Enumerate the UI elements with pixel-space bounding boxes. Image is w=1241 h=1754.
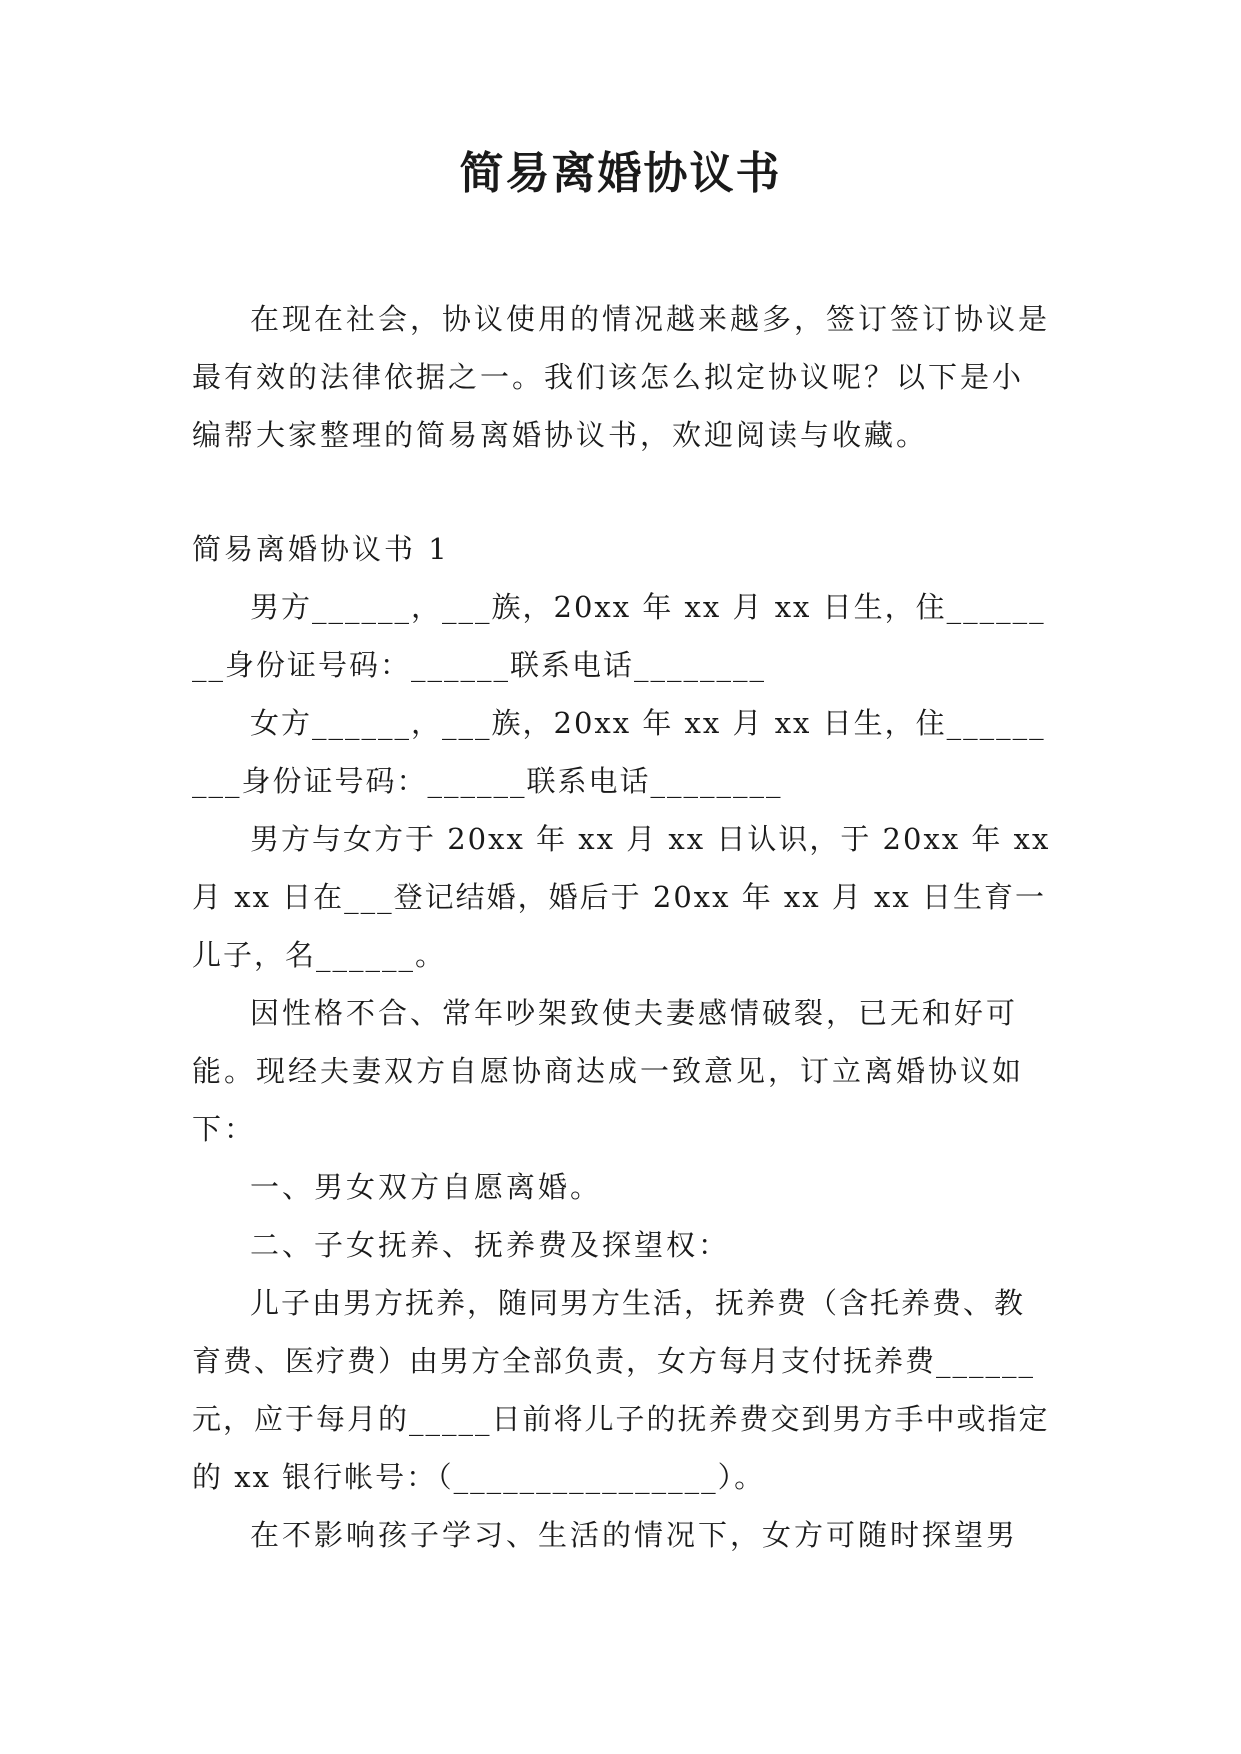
clause-1: 一、男女双方自愿离婚。	[250, 1170, 603, 1204]
clause-2-heading: 二、子女抚养、抚养费及探望权：	[250, 1228, 731, 1262]
visitation-paragraph: 在不影响孩子学习、生活的情况下，女方可随时探望男	[250, 1518, 1019, 1552]
intro-paragraph: 在现在社会，协议使用的情况越来越多，签订签订协议是最有效的法律依据之一。我们该怎么拟定协议呢？以下是小编帮大家整理的简易离婚协议书，欢迎阅读与收藏。	[192, 302, 1051, 452]
section-heading: 简易离婚协议书 1	[192, 532, 450, 566]
document-title: 简易离婚协议书	[459, 148, 782, 199]
male-party-info: 男方______，___族，20xx 年 xx 月 xx 日生，住________身份证号码：______联系电话________	[192, 590, 1046, 682]
divorce-reason: 因性格不合、常年吵架致使夫妻感情破裂，已无和好可能。现经夫妻双方自愿协商达成一致意见，订立离婚协议如下：	[192, 996, 1025, 1146]
document-body	[192, 290, 1052, 1564]
child-support-paragraph: 儿子由男方抚养，随同男方生活，抚养费（含托养费、教育费、医疗费）由男方全部负责，女方每月支付抚养费______元，应于每月的_____日前将儿子的抚养费交到男方手中或指定的 xx 银行帐号：（________________）。	[192, 1286, 1050, 1494]
marriage-history: 男方与女方于 20xx 年 xx 月 xx 日认识，于 20xx 年 xx 月 xx 日在___登记结婚，婚后于 20xx 年 xx 月 xx 日生育一儿子，名______。	[192, 822, 1051, 972]
female-party-info: 女方______，___族，20xx 年 xx 月 xx 日生，住_________身份证号码：______联系电话________	[192, 706, 1046, 798]
